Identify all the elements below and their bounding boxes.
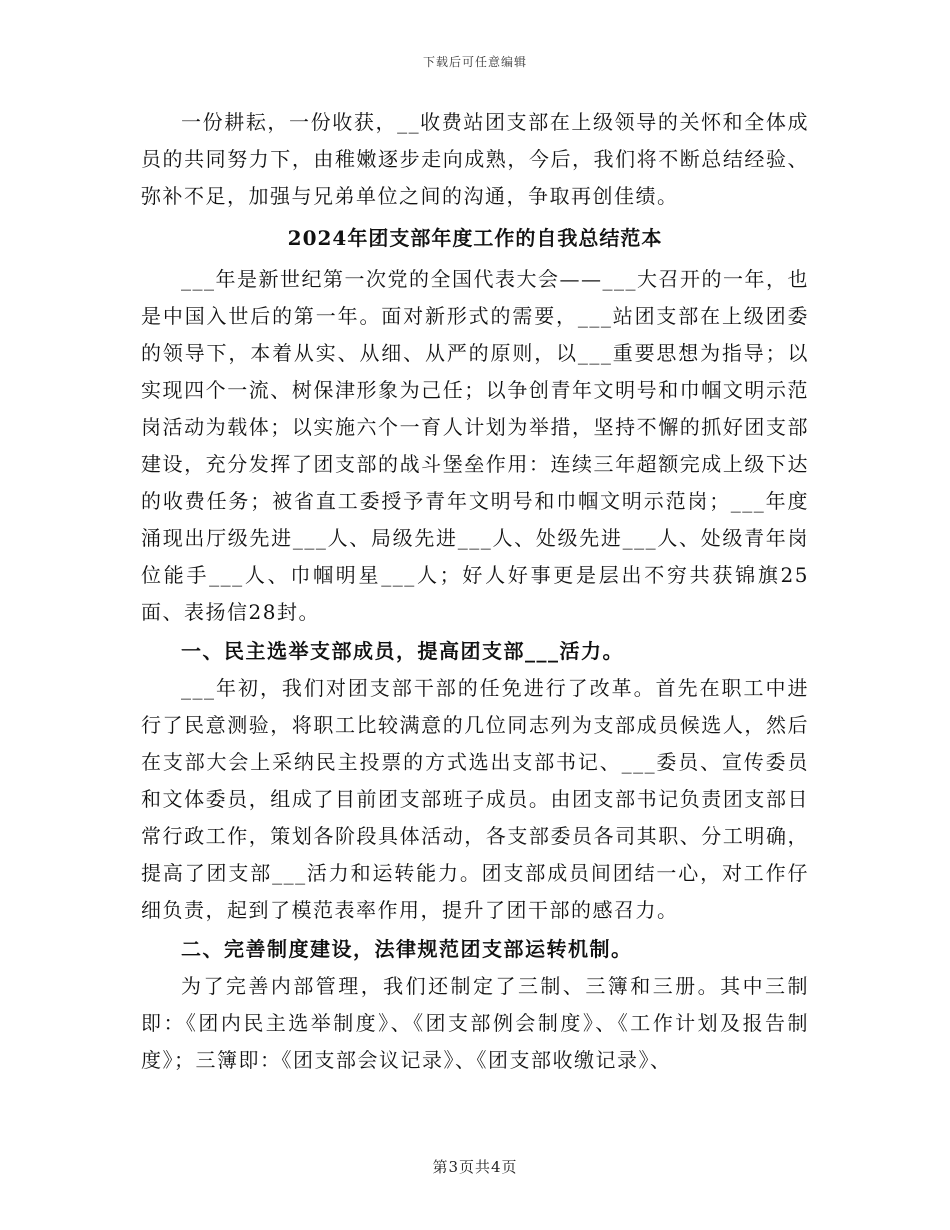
paragraph-section-1: ___年初，我们对团支部干部的任免进行了改革。首先在职工中进行了民意测验，将职工比较满意的几位同志列为支部成员候选人，然后在支部大会上采纳民主投票的方式选出支部书记、___委员、宣传委员和文体委员，组成了目前团支部班子成员。由团支部书记负责团支部日常行政工作，策划各阶段具体活动，各支部委员各司其职、分工明确，提高了团支部___活力和运转能力。团支部成员间团结一心，对工作仔细负责，起到了模范表率作用，提升了团干部的感召力。	[141, 676, 809, 922]
page-header: 下载后可任意编辑	[422, 55, 527, 69]
paragraph-section-2: 为了完善内部管理，我们还制定了三制、三簿和三册。其中三制即：《团内民主选举制度》、《团支部例会制度》、《工作计划及报告制度》；三簿即：《团支部会议记录》、《团支部收缴记录》、	[141, 974, 809, 1072]
document-body	[141, 104, 809, 1079]
page-footer: 第3页共4页	[432, 1158, 518, 1176]
paragraph-intro: ___年是新世纪第一次党的全国代表大会——___大召开的一年，也是中国入世后的第一年。面对新形式的需要，___站团支部在上级团委的领导下，本着从实、从细、从严的原则，以___重要思想为指导；以实现四个一流、树保津形象为己任；以争创青年文明号和巾帼文明示范岗活动为载体；以实施六个一育人计划为举措，坚持不懈的抓好团支部建设，充分发挥了团支部的战斗堡垒作用：连续三年超额完成上级下达的收费任务；被省直工委授予青年文明号和巾帼文明示范岗；___年度涌现出厅级先进___人、局级先进___人、处级先进___人、处级青年岗位能手___人、巾帼明星___人；好人好事更是层出不穷共获锦旗25面、表扬信28封。	[141, 267, 809, 624]
section-heading-1: 一、民主选举支部成员，提高团支部___活力。	[181, 639, 624, 663]
document-title: 2024年团支部年度工作的自我总结范本	[287, 226, 663, 250]
paragraph-closing: 一份耕耘，一份收获，__收费站团支部在上级领导的关怀和全体成员的共同努力下，由稚嫩逐步走向成熟，今后，我们将不断总结经验、弥补不足，加强与兄弟单位之间的沟通，争取再创佳绩。	[141, 110, 809, 208]
section-heading-2: 二、完善制度建设，法律规范团支部运转机制。	[181, 937, 633, 961]
